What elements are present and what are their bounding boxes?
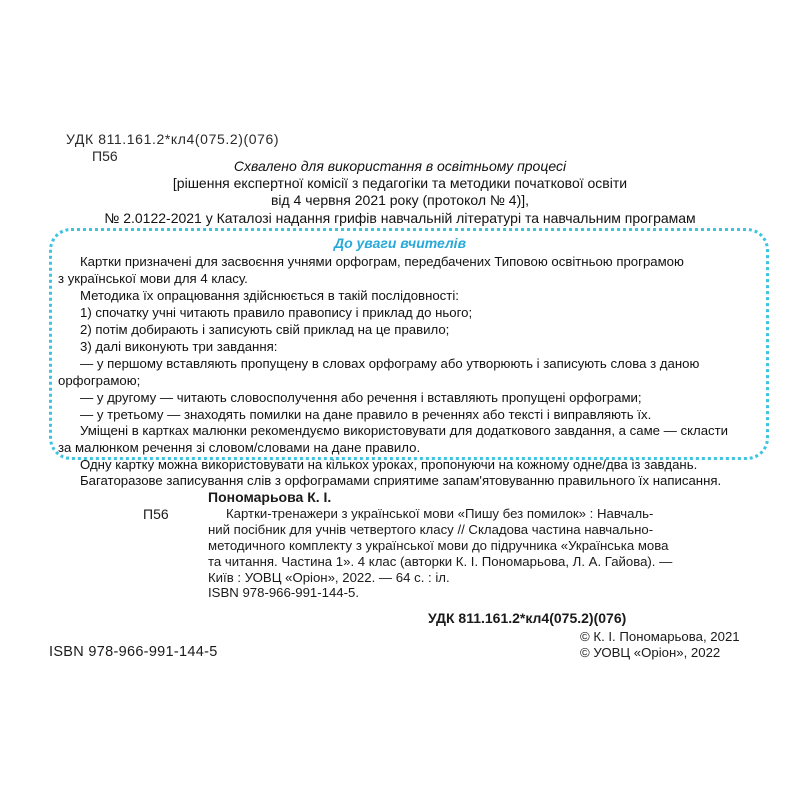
teacher-note-line: Уміщені в картках малюнки рекомендуємо використовувати для додаткового завдання, а саме — скласти: [80, 423, 729, 438]
teacher-note-line: 1) спочатку учні читають правило правопису і приклад до нього;: [80, 305, 473, 320]
copyright-publisher: © УОВЦ «Оріон», 2022: [580, 645, 721, 660]
card-description-line: ний посібник для учнів четвертого класу // Складова частина навчально-: [208, 522, 654, 537]
teacher-note-line: за малюнком речення зі словом/словами на дане правило.: [58, 440, 421, 455]
card-author: Пономарьова К. І.: [208, 489, 332, 505]
teacher-note-line: орфограмою;: [58, 373, 141, 388]
teacher-note-line: 3) далі виконують три завдання:: [80, 339, 278, 354]
teacher-note-title: До уваги вчителів: [333, 235, 467, 251]
copyright-author: © К. І. Пономарьова, 2021: [580, 629, 740, 644]
card-description-line: Київ : УОВЦ «Оріон», 2022. — 64 с. : іл.: [208, 570, 450, 585]
teacher-note-line: — у третьому — знаходять помилки на дане правило в реченнях або тексті і виправляють їх.: [80, 407, 652, 422]
card-isbn: ISBN 978-966-991-144-5.: [208, 585, 360, 600]
approval-line-1: Схвалено для використання в освітньому процесі: [233, 158, 567, 174]
teacher-note-line: Картки призначені для засвоєння учнями орфограм, передбачених Типовою освітньою програмою: [80, 254, 684, 269]
teacher-note-line: 2) потім добирають і записують свій приклад на це правило;: [80, 322, 450, 337]
card-description-line: Картки-тренажери з української мови «Пишу без помилок» : Навчаль-: [226, 506, 654, 521]
card-description-line: методичного комплекту з української мови до підручника «Українська мова: [208, 538, 669, 553]
card-udk-code: УДК 811.161.2*кл4(075.2)(076): [428, 610, 627, 626]
card-description-line: та читання. Частина 1». 4 клас (авторки К. І. Пономарьова, Л. А. Гайова). —: [208, 554, 673, 569]
card-index: П56: [143, 506, 169, 522]
approval-line-4: № 2.0122-2021 у Каталозі надання грифів навчальній літературі та навчальним програмам: [104, 210, 696, 226]
teacher-note-line: Одну картку можна використовувати на кількох уроках, пропонуючи на кожному одне/два із завдань.: [80, 457, 698, 472]
isbn-main: ISBN 978-966-991-144-5: [49, 644, 218, 660]
teacher-note-line: — у другому — читають словосполучення або речення і вставляють пропущені орфограми;: [80, 390, 642, 405]
teacher-note-line: Методика їх опрацювання здійснюється в такій послідовності:: [80, 288, 459, 303]
teacher-note-line: Багаторазове записування слів з орфограмами сприятиме запам'ятовуванню правильного їх написання.: [80, 473, 722, 488]
author-index-top: П56: [92, 148, 118, 164]
teacher-note-line: — у першому вставляють пропущену в словах орфограму або утворюють і записують слова з даною: [80, 356, 700, 371]
udk-code-top: УДК 811.161.2*кл4(075.2)(076): [66, 131, 280, 147]
approval-line-3: від 4 червня 2021 року (протокол № 4)],: [270, 192, 530, 208]
approval-line-2: [рішення експертної комісії з педагогіки та методики початкової освіти: [172, 175, 628, 191]
teacher-note-line: з української мови для 4 класу.: [58, 271, 248, 286]
